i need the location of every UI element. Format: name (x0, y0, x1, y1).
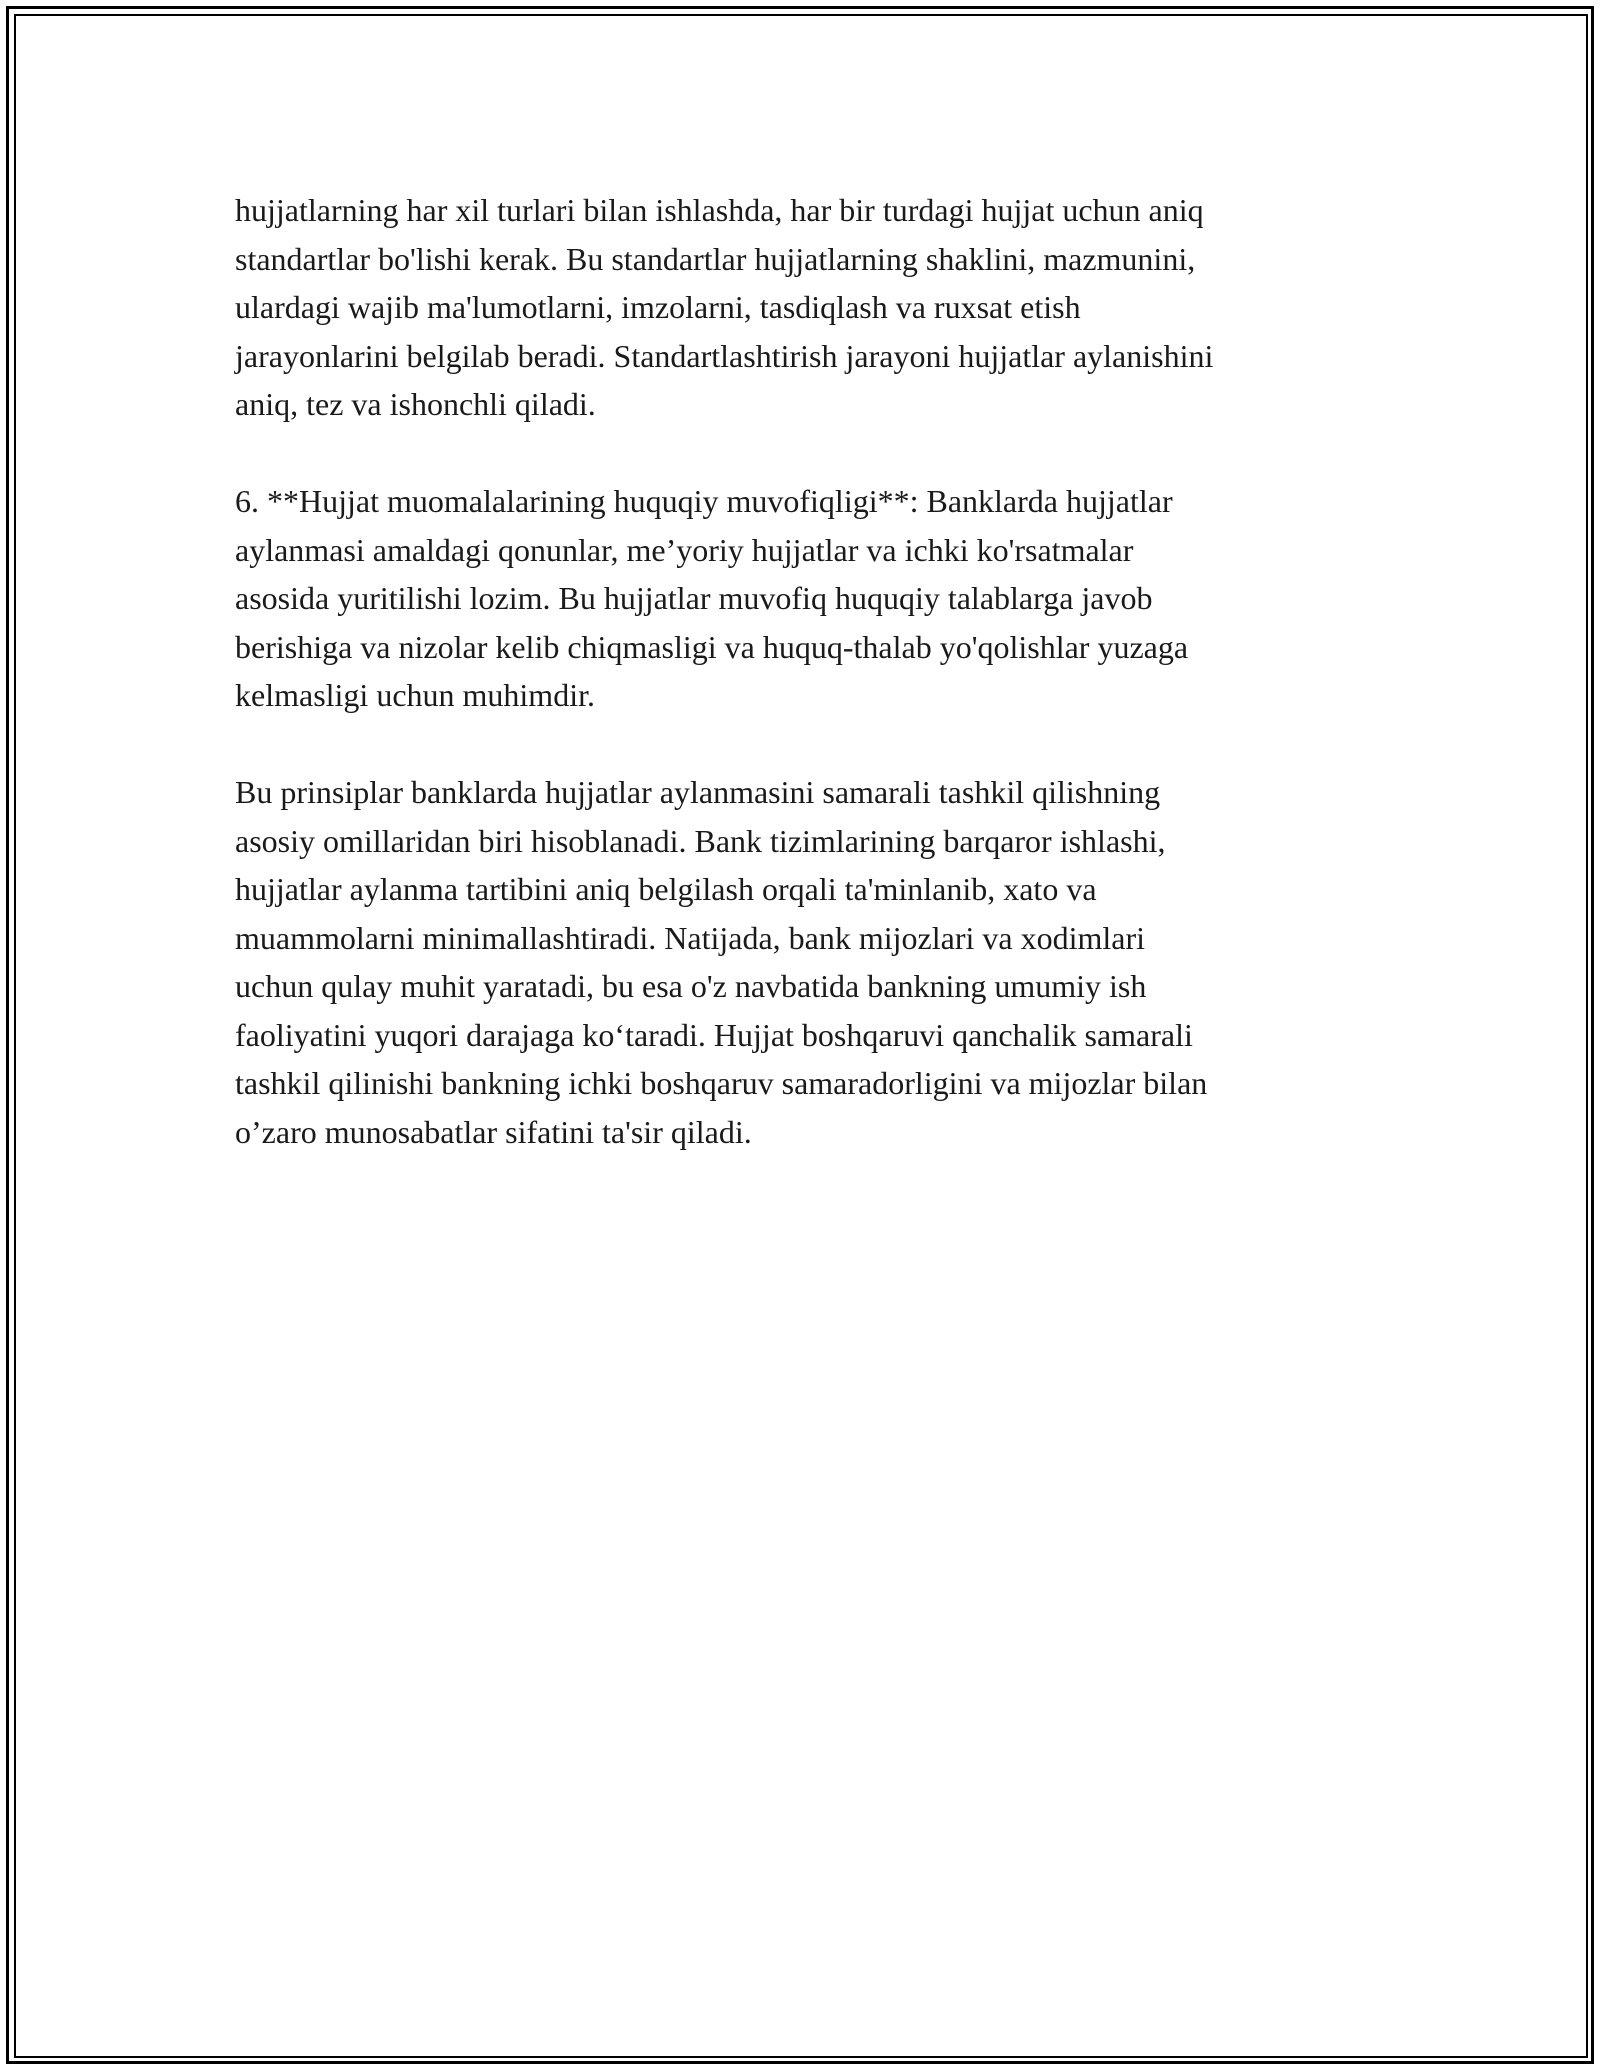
text-line: aniq, tez va ishonchli qiladi. (235, 386, 596, 422)
text-line: uchun qulay muhit yaratadi, bu esa o'z navbatida bankning umumiy ish (235, 968, 1147, 1004)
text-line: ulardagi wajib ma'lumotlarni, imzolarni, tasdiqlash va ruxsat etish (235, 289, 1081, 325)
text-line: berishiga va nizolar kelib chiqmasligi va huquq-thalab yo'qolishlar yuzaga (235, 628, 1189, 665)
paragraph-standardization (235, 186, 1365, 429)
text-line: standartlar bo'lishi kerak. Bu standartlar hujjatlarning shaklini, mazmunini, (235, 240, 1196, 277)
paragraph-legal-compliance (235, 477, 1365, 720)
text-line: faoliyatini yuqori darajaga ko‘taradi. Hujjat boshqaruvi qanchalik samarali (235, 1016, 1193, 1053)
text-line: muammolarni minimallashtiradi. Natijada, bank mijozlari va xodimlari (235, 919, 1145, 956)
text-line: jarayonlarini belgilab beradi. Standartlashtirish jarayoni hujjatlar aylanishini (235, 337, 1214, 374)
text-line: tashkil qilinishi bankning ichki boshqaruv samaradorligini va mijozlar bilan (235, 1065, 1208, 1101)
text-line: kelmasligi uchun muhimdir. (235, 677, 595, 713)
text-line: asosiy omillaridan biri hisoblanadi. Bank tizimlarining barqaror ishlashi, (235, 822, 1166, 859)
text-line: o’zaro munosabatlar sifatini ta'sir qiladi. (235, 1113, 752, 1150)
text-line: Bu prinsiplar banklarda hujjatlar aylanmasini samarali tashkil qilishning (235, 774, 1161, 810)
text-line: aylanmasi amaldagi qonunlar, me’yoriy hujjatlar va ichki ko'rsatmalar (235, 531, 1134, 568)
text-line: 6. **Hujjat muomalalarining huquqiy muvofiqligi**: Banklarda hujjatlar (235, 483, 1173, 519)
text-line: hujjatlar aylanma tartibini aniq belgilash orqali ta'minlanib, xato va (235, 871, 1097, 907)
paragraph-conclusion (235, 768, 1365, 1156)
text-line: asosida yuritilishi lozim. Bu hujjatlar muvofiq huquqiy talablarga javob (235, 580, 1153, 616)
text-line: hujjatlarning har xil turlari bilan ishlashda, har bir turdagi hujjat uchun aniq (235, 192, 1204, 228)
document-body (235, 186, 1365, 1205)
